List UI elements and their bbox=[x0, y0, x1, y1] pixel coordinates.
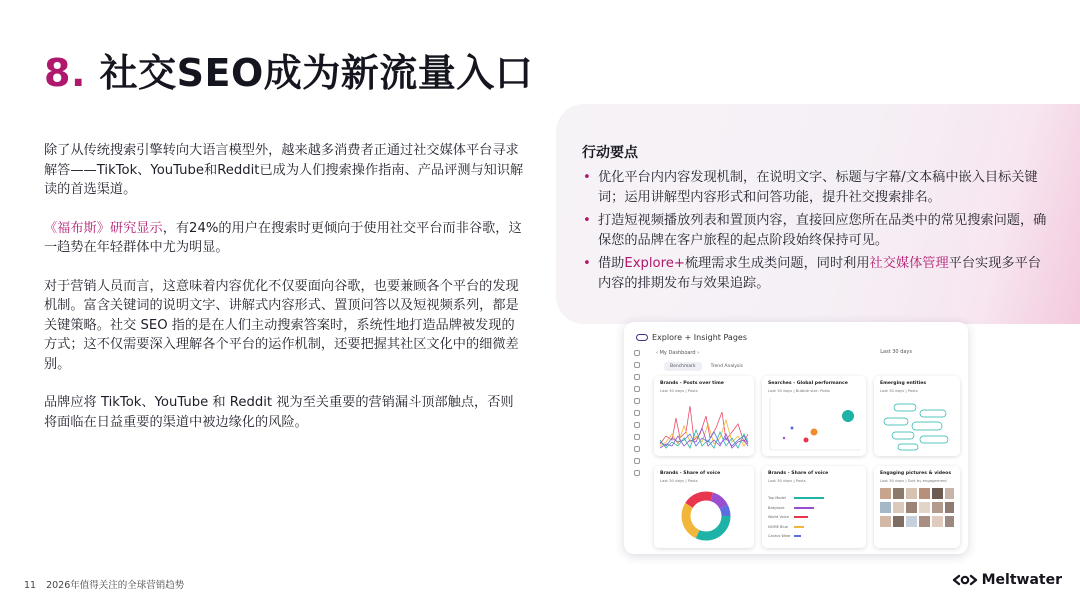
report-name: 2026年值得关注的全球营销趋势 bbox=[46, 580, 185, 591]
card-title: Brands - Share of voice bbox=[768, 471, 829, 476]
dashboard-header bbox=[636, 333, 747, 342]
forbes-link[interactable]: 《福布斯》研究显示 bbox=[44, 220, 163, 236]
globe-icon bbox=[634, 446, 640, 452]
action-panel bbox=[556, 104, 1080, 324]
card-title: Engaging pictures & videos bbox=[880, 471, 952, 476]
explore-logo-icon bbox=[636, 334, 648, 341]
share-of-voice-donut-card bbox=[654, 466, 754, 548]
card-subtitle: Last 30 days | Posts bbox=[768, 478, 806, 483]
card-title: Emerging entities bbox=[880, 381, 927, 386]
card-title: Searches - Global performance bbox=[768, 381, 848, 386]
emerging-entities-card bbox=[874, 376, 960, 456]
bar-row bbox=[768, 494, 862, 504]
dashboard-breadcrumb: ‹ My Dashboard › bbox=[656, 350, 700, 356]
chart-icon bbox=[634, 374, 640, 380]
action-item-pre: 借助 bbox=[598, 256, 625, 271]
section-number: 8. bbox=[44, 51, 86, 95]
bar-label: Cactus Wear bbox=[768, 534, 791, 538]
bar-label: Babylook bbox=[768, 505, 785, 510]
brand-name: Meltwater bbox=[981, 572, 1062, 588]
action-list bbox=[582, 168, 1052, 297]
share-of-voice-bars-card bbox=[762, 466, 866, 548]
card-subtitle: Last 30 days | Bubble size: Posts bbox=[768, 388, 831, 393]
action-panel-title: 行动要点 bbox=[582, 145, 638, 161]
engaging-media-card bbox=[874, 466, 960, 548]
global-performance-card bbox=[762, 376, 866, 456]
bar-label: World Voice bbox=[768, 515, 790, 519]
explore-plus-link[interactable]: Explore+ bbox=[624, 256, 685, 271]
footer bbox=[24, 577, 194, 591]
social-management-link[interactable]: 社交媒体管理 bbox=[869, 256, 949, 271]
dashboard-screenshot bbox=[624, 322, 968, 554]
card-subtitle: Last 30 days | Sort by engagement bbox=[880, 478, 947, 483]
meltwater-logo bbox=[952, 572, 1062, 588]
settings-icon bbox=[634, 470, 640, 476]
action-item: • 打造短视频播放列表和置顶内容，直接回应您所在品类中的常见搜索问题，确保您的品牌在客户旅程的起点阶段始终保持可见。 bbox=[582, 211, 1052, 250]
bar-label: Top Model bbox=[768, 496, 786, 500]
posts-over-time-card bbox=[654, 376, 754, 456]
bar-row bbox=[768, 504, 862, 514]
media-thumbnail-grid bbox=[874, 466, 960, 548]
card-subtitle: Last 30 days | Posts bbox=[660, 478, 698, 483]
date-range: Last 30 days bbox=[880, 349, 912, 355]
tag-icon bbox=[634, 434, 640, 440]
file-icon bbox=[634, 458, 640, 464]
paragraph-4: 品牌应将 TikTok、YouTube 和 Reddit 视为至关重要的营销漏斗顶部触点，否则将面临在日益重要的渠道中被边缘化的风险。 bbox=[44, 395, 514, 430]
dashboard-sidebar bbox=[634, 350, 642, 482]
card-title: Brands - Posts over time bbox=[660, 381, 724, 386]
page-title bbox=[44, 42, 533, 97]
bar-row bbox=[768, 523, 862, 533]
bell-icon bbox=[634, 398, 640, 404]
action-item-post: 平台实现多平台内容的排期发布与效果追踪。 bbox=[598, 256, 1041, 291]
paragraph-1: 除了从传统搜索引擎转向大语言模型外，越来越多消费者正通过社交媒体平台寻求解答——TikTok、YouTube和Reddit已成为人们搜索操作指南、产品评测与知识解读的首选渠道。 bbox=[44, 143, 524, 197]
bar-row bbox=[768, 513, 862, 523]
action-item bbox=[582, 254, 1052, 293]
search-icon bbox=[634, 362, 640, 368]
tab-trend-analysis: Trend Analysis bbox=[710, 364, 743, 369]
page-number: 11 bbox=[24, 580, 37, 591]
paragraph-2 bbox=[44, 219, 524, 258]
card-subtitle: Last 30 days | Posts bbox=[660, 388, 698, 393]
action-item-mid: 梳理需求生成类问题，同时利用 bbox=[684, 256, 870, 271]
card-subtitle: Last 30 days | Posts bbox=[880, 388, 918, 393]
grid-icon bbox=[634, 410, 640, 416]
paragraph-3: 对于营销人员而言，这意味着内容优化不仅要面向谷歌，也要兼顾各个平台的发现机制。富含关键词的说明文字、讲解式内容形式、置顶问答以及短视频系列，都是关键策略。社交 SEO 指的是在人们主动搜索答案时，系统性地打造品牌被发现的方式；这不仅需要深入理解各个平台的运作机制，还要把握其社区文化中的细微差别。 bbox=[44, 278, 519, 372]
dashboard-tabs bbox=[664, 362, 752, 371]
dashboard-app-title: Explore + Insight Pages bbox=[652, 333, 747, 342]
body-text bbox=[44, 141, 524, 451]
bar-label: NOME Blue bbox=[768, 524, 788, 529]
bar-row bbox=[768, 532, 862, 542]
meltwater-mark-icon bbox=[952, 574, 978, 586]
list-icon bbox=[634, 386, 640, 392]
card-title: Brands - Share of voice bbox=[660, 471, 721, 476]
home-icon bbox=[634, 350, 640, 356]
section-title: 社交SEO成为新流量入口 bbox=[99, 51, 534, 95]
users-icon bbox=[634, 422, 640, 428]
tab-benchmark: Benchmark bbox=[664, 362, 702, 371]
action-item: • 优化平台内内容发现机制，在说明文字、标题与字幕/文本稿中嵌入目标关键词；运用讲解型内容形式和问答功能，提升社交搜索排名。 bbox=[582, 168, 1052, 207]
paragraph-2-text: ，有24%的用户在搜索时更倾向于使用社交平台而非谷歌，这一趋势在年轻群体中尤为明显。 bbox=[44, 220, 522, 255]
